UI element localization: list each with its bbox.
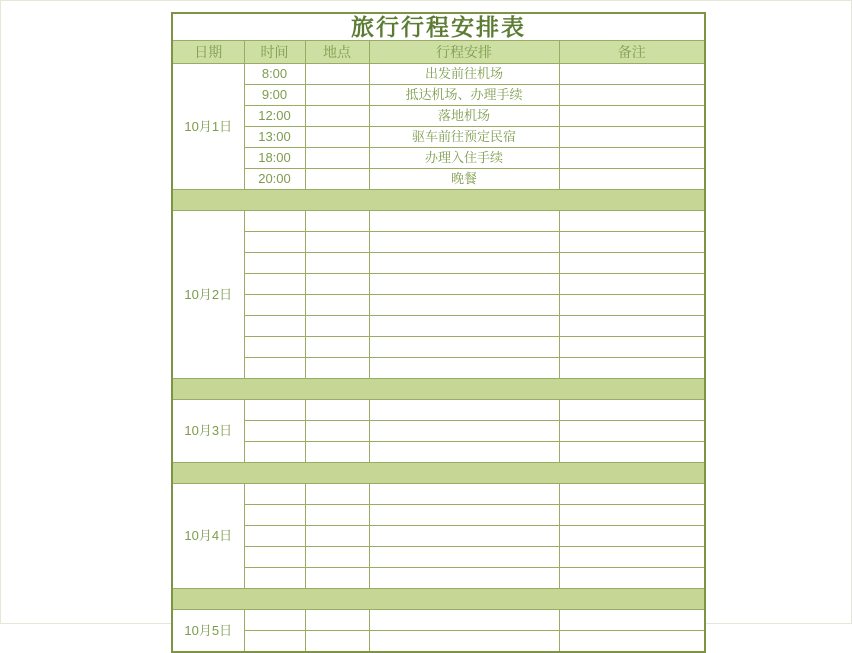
time-cell <box>244 316 305 337</box>
location-cell <box>305 169 369 190</box>
column-header-row <box>172 41 705 64</box>
day-separator <box>172 589 705 610</box>
activity-cell <box>369 337 559 358</box>
location-cell <box>305 148 369 169</box>
note-cell <box>559 568 705 589</box>
note-cell <box>559 526 705 547</box>
time-cell: 18:00 <box>244 148 305 169</box>
location-cell <box>305 274 369 295</box>
note-cell <box>559 358 705 379</box>
note-cell <box>559 631 705 653</box>
table-row <box>172 64 705 85</box>
date-cell: 10月1日 <box>172 64 244 190</box>
activity-cell <box>369 274 559 295</box>
note-cell <box>559 505 705 526</box>
note-cell <box>559 337 705 358</box>
location-cell <box>305 358 369 379</box>
time-cell <box>244 358 305 379</box>
col-header-time: 时间 <box>244 41 305 64</box>
activity-cell: 晚餐 <box>369 169 559 190</box>
time-cell: 13:00 <box>244 127 305 148</box>
location-cell <box>305 64 369 85</box>
table-row <box>172 484 705 505</box>
activity-cell: 抵达机场、办理手续 <box>369 85 559 106</box>
location-cell <box>305 631 369 653</box>
activity-cell <box>369 316 559 337</box>
table-row <box>172 211 705 232</box>
activity-cell <box>369 253 559 274</box>
date-cell: 10月5日 <box>172 610 244 653</box>
table-row <box>172 568 705 589</box>
note-cell <box>559 85 705 106</box>
activity-cell <box>369 400 559 421</box>
time-cell: 12:00 <box>244 106 305 127</box>
note-cell <box>559 547 705 568</box>
note-cell <box>559 106 705 127</box>
day-separator-row <box>172 463 705 484</box>
time-cell <box>244 337 305 358</box>
date-cell: 10月4日 <box>172 484 244 589</box>
table-row <box>172 127 705 148</box>
day-separator-row <box>172 379 705 400</box>
note-cell <box>559 253 705 274</box>
table-row <box>172 610 705 631</box>
location-cell <box>305 295 369 316</box>
date-cell: 10月3日 <box>172 400 244 463</box>
note-cell <box>559 169 705 190</box>
location-cell <box>305 337 369 358</box>
location-cell <box>305 568 369 589</box>
location-cell <box>305 421 369 442</box>
day-separator <box>172 463 705 484</box>
time-cell <box>244 484 305 505</box>
table-row <box>172 85 705 106</box>
note-cell <box>559 421 705 442</box>
location-cell <box>305 442 369 463</box>
activity-cell <box>369 232 559 253</box>
page-title: 旅行行程安排表 <box>172 13 705 41</box>
activity-cell: 落地机场 <box>369 106 559 127</box>
activity-cell <box>369 610 559 631</box>
note-cell <box>559 148 705 169</box>
time-cell <box>244 295 305 316</box>
time-cell: 20:00 <box>244 169 305 190</box>
activity-cell <box>369 547 559 568</box>
time-cell <box>244 526 305 547</box>
note-cell <box>559 484 705 505</box>
table-row <box>172 316 705 337</box>
activity-cell: 办理入住手续 <box>369 148 559 169</box>
location-cell <box>305 505 369 526</box>
itinerary-table <box>171 12 706 653</box>
time-cell <box>244 232 305 253</box>
activity-cell <box>369 505 559 526</box>
table-row <box>172 148 705 169</box>
table-row <box>172 274 705 295</box>
time-cell <box>244 547 305 568</box>
time-cell <box>244 253 305 274</box>
time-cell <box>244 400 305 421</box>
table-row <box>172 358 705 379</box>
location-cell <box>305 106 369 127</box>
table-row <box>172 232 705 253</box>
title-row <box>172 13 705 41</box>
location-cell <box>305 211 369 232</box>
table-row <box>172 169 705 190</box>
day-separator <box>172 379 705 400</box>
activity-cell <box>369 631 559 653</box>
time-cell <box>244 274 305 295</box>
table-row <box>172 421 705 442</box>
note-cell <box>559 400 705 421</box>
time-cell: 9:00 <box>244 85 305 106</box>
location-cell <box>305 610 369 631</box>
activity-cell: 出发前往机场 <box>369 64 559 85</box>
table-row <box>172 631 705 653</box>
time-cell <box>244 421 305 442</box>
location-cell <box>305 85 369 106</box>
time-cell <box>244 442 305 463</box>
activity-cell <box>369 484 559 505</box>
note-cell <box>559 64 705 85</box>
table-row <box>172 505 705 526</box>
table-row <box>172 295 705 316</box>
location-cell <box>305 400 369 421</box>
location-cell <box>305 526 369 547</box>
time-cell <box>244 610 305 631</box>
note-cell <box>559 127 705 148</box>
day-separator-row <box>172 190 705 211</box>
note-cell <box>559 442 705 463</box>
day-separator <box>172 190 705 211</box>
table-row <box>172 400 705 421</box>
time-cell <box>244 211 305 232</box>
location-cell <box>305 253 369 274</box>
note-cell <box>559 211 705 232</box>
col-header-note: 备注 <box>559 41 705 64</box>
activity-cell <box>369 358 559 379</box>
activity-cell: 驱车前往预定民宿 <box>369 127 559 148</box>
time-cell <box>244 631 305 653</box>
location-cell <box>305 316 369 337</box>
table-row <box>172 547 705 568</box>
location-cell <box>305 484 369 505</box>
location-cell <box>305 127 369 148</box>
col-header-activity: 行程安排 <box>369 41 559 64</box>
time-cell <box>244 568 305 589</box>
col-header-date: 日期 <box>172 41 244 64</box>
time-cell: 8:00 <box>244 64 305 85</box>
table-row <box>172 526 705 547</box>
table-row <box>172 106 705 127</box>
location-cell <box>305 232 369 253</box>
table-row <box>172 442 705 463</box>
col-header-location: 地点 <box>305 41 369 64</box>
activity-cell <box>369 421 559 442</box>
note-cell <box>559 274 705 295</box>
activity-cell <box>369 211 559 232</box>
activity-cell <box>369 442 559 463</box>
location-cell <box>305 547 369 568</box>
note-cell <box>559 295 705 316</box>
day-separator-row <box>172 589 705 610</box>
activity-cell <box>369 568 559 589</box>
date-cell: 10月2日 <box>172 211 244 379</box>
note-cell <box>559 232 705 253</box>
table-row <box>172 253 705 274</box>
time-cell <box>244 505 305 526</box>
activity-cell <box>369 295 559 316</box>
table-row <box>172 337 705 358</box>
note-cell <box>559 610 705 631</box>
note-cell <box>559 316 705 337</box>
activity-cell <box>369 526 559 547</box>
